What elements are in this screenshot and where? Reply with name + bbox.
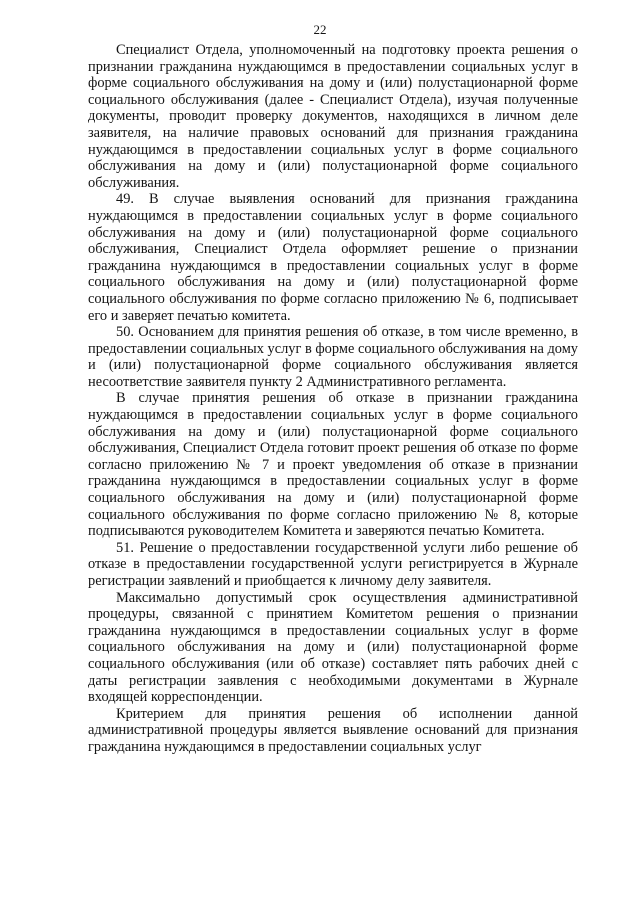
page-number: 22 — [313, 22, 327, 37]
paragraph-criterion: Критерием для принятия решения об исполнении данной административной процедуры является выявление оснований для признания гражданина нуждающимся в предоставлении социальных услуг — [88, 705, 578, 755]
paragraph-refusal-decision: В случае принятия решения об отказе в признании гражданина нуждающимся в предоставлении социальных услуг в форме социального обслуживания на дому и (или) полустационарной форме социального обслуживания, Специалист Отдела готовит проект решения об отказе по форме согласно приложению № 7 и проект уведомления об отказе в признании гражданина нуждающимся в предоставлении социальных услуг в форме социального обслуживания на дому и (или) полустационарной форме социального обслуживания по форме согласно приложению № 8, которые подписываются руководителем Комитета и заверяются печатью Комитета. — [88, 390, 578, 540]
document-body — [88, 42, 578, 756]
paragraph-max-term: Максимально допустимый срок осуществления административной процедуры, связанной с принятием Комитетом решения о признании гражданина нуждающимся в предоставлении социальных услуг в форме социального обслуживания на дому и (или) полустационарной форме социального обслуживания (или об отказе) составляет пять рабочих дней с даты регистрации заявления с необходимыми документами в Журнале входящей корреспонденции. — [88, 589, 578, 706]
paragraph-51: 51. Решение о предоставлении государственной услуги либо решение об отказе в предоставлении государственной услуги регистрируется в Журнале регистрации заявлений и приобщается к личному делу заявителя. — [88, 539, 578, 589]
paragraph-50: 50. Основанием для принятия решения об отказе, в том числе временно, в предоставлении социальных услуг в форме социального обслуживания на дому и (или) полустационарной форме социального обслуживания является несоответствие заявителя пункту 2 Административного регламента. — [88, 324, 578, 390]
paragraph-specialist-review: Специалист Отдела, уполномоченный на подготовку проекта решения о признании гражданина нуждающимся в предоставлении социальных услуг в форме социального обслуживания на дому и (или) полустационарной форме социального обслуживания (далее - Специалист Отдела), изучая полученные документы, проводит проверку документов, находящихся в личном деле заявителя, на наличие правовых оснований для признания гражданина нуждающимся в предоставлении социальных услуг в форме социального обслуживания на дому и (или) полустационарной форме социального обслуживания. — [88, 42, 578, 191]
paragraph-49: 49. В случае выявления оснований для признания гражданина нуждающимся в предоставлении социальных услуг в форме социального обслуживания на дому и (или) полустационарной форме социального обслуживания, Специалист Отдела оформляет решение о признании гражданина нуждающимся в предоставлении социальных услуг в форме социального обслуживания на дому и (или) полустационарной форме социального обслуживания по форме согласно приложению № 6, подписывает его и заверяет печатью комитета. — [88, 191, 578, 324]
